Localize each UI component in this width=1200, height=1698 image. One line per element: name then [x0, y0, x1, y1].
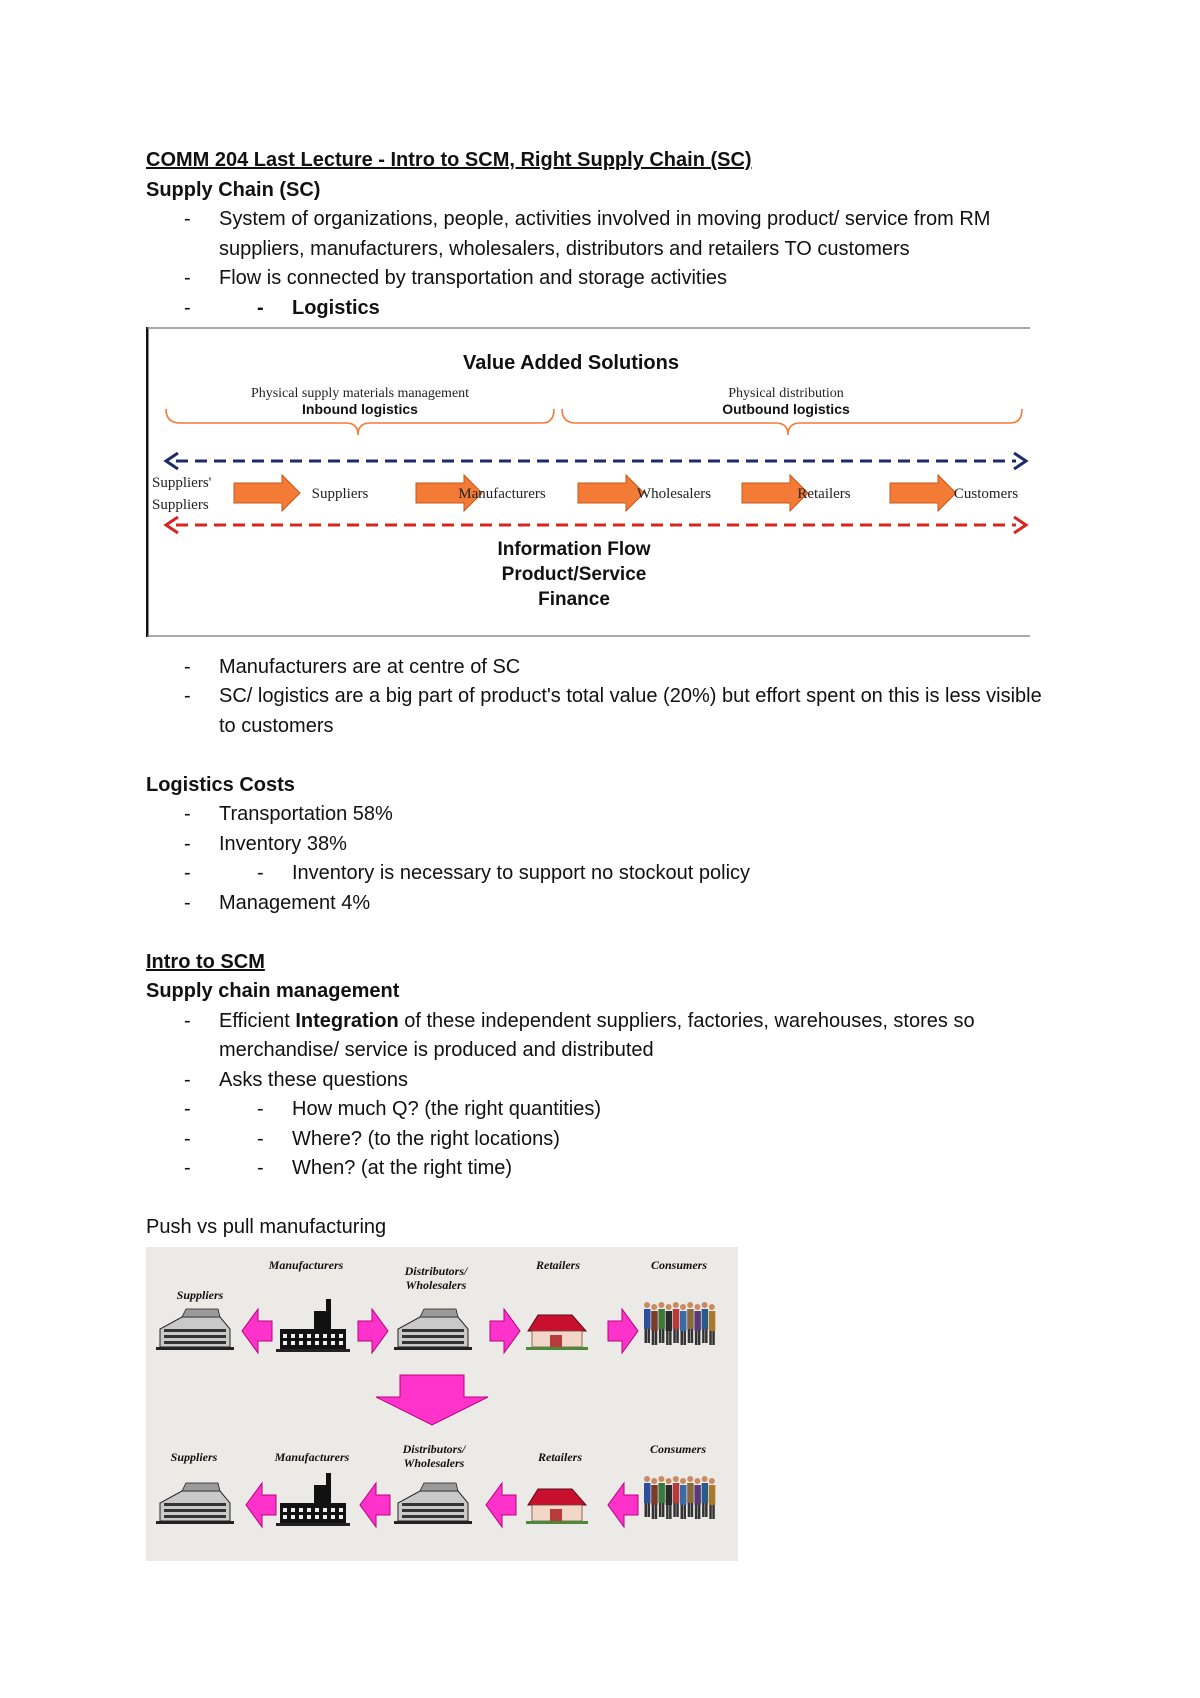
figure2-stage-label: Suppliers: [170, 1449, 218, 1464]
push-pull-figure: [146, 1247, 738, 1561]
question-text: Where? (to the right locations): [292, 1127, 560, 1150]
text-span: Efficient: [219, 1009, 296, 1032]
list-item: - Manufacturers are at centre of SC: [146, 653, 1046, 683]
list-item: - Inventory 38%: [146, 830, 1046, 860]
page-title: COMM 204 Last Lecture - Intro to SCM, Right Supply Chain (SC): [146, 149, 752, 171]
list-item: - Management 4%: [146, 889, 1046, 919]
question-text: How much Q? (the right quantities): [292, 1098, 602, 1120]
stage-flow-arrow: [578, 475, 644, 511]
source-label-line1: Suppliers': [152, 475, 212, 491]
figure2-stage-label: Distributors/: [402, 1441, 466, 1456]
figure2-stage-label: Suppliers: [176, 1287, 224, 1302]
stage-label: Manufacturers: [458, 486, 546, 502]
scm-bullet-list: [146, 1007, 1046, 1184]
inbound-caption: Physical supply materials management: [250, 386, 470, 401]
figure2-stage-label: Retailers: [536, 1257, 580, 1272]
inventory-sub-text: Inventory is necessary to support no stockout policy: [292, 862, 751, 884]
list-item: - Asks these questions: [146, 1066, 1046, 1096]
section-heading-intro-scm: Intro to SCM: [146, 950, 265, 973]
figure2-stage-label: Retailers: [538, 1449, 582, 1464]
costs-list: [146, 800, 1046, 918]
emphasis-integration: Integration: [295, 1009, 399, 1032]
stage-label: Retailers: [797, 486, 851, 502]
bullet-dash: - -: [257, 296, 264, 319]
list-item: - Transportation 58%: [146, 800, 1046, 830]
list-item-sub: [146, 1154, 1046, 1184]
list-item-sub: [146, 859, 1046, 889]
value-added-solutions-figure: [146, 327, 1030, 637]
stage-flow-arrow: [234, 475, 300, 511]
stage-flow-arrow: [890, 475, 956, 511]
flow-label-finance: Finance: [538, 589, 610, 610]
sc-bullet-list: [146, 205, 1046, 294]
section-heading-scm: Supply chain management: [146, 980, 400, 1002]
list-item: - System of organizations, people, activities involved in moving product/ service from RM suppliers, manufacturers, wholesalers, distributors and retailers TO customers: [146, 205, 1046, 264]
list-item-logistics: [146, 294, 1046, 324]
bullet-dash: - -: [257, 1098, 264, 1120]
figure2-stage-label: Manufacturers: [268, 1257, 344, 1272]
list-item-sub: [146, 1095, 1046, 1125]
bullet-dash: - -: [257, 862, 264, 884]
after-figure-bullet-list: [146, 653, 1046, 742]
source-label-line2: Suppliers: [152, 497, 209, 513]
stage-row: [234, 475, 1018, 511]
list-item: - Flow is connected by transportation and storage activities: [146, 264, 1046, 294]
document-body: [146, 146, 1046, 1570]
outbound-caption: Physical distribution: [728, 386, 844, 401]
question-text: When? (at the right time): [292, 1157, 513, 1179]
figure2-stage-label: Consumers: [649, 1441, 707, 1456]
figure-title: Value Added Solutions: [463, 352, 679, 374]
list-item-sub: [146, 1125, 1046, 1155]
logistics-sub-list: [146, 294, 1046, 324]
logistics-label: Logistics: [292, 296, 380, 319]
section-heading-logistics-costs: Logistics Costs: [146, 773, 295, 796]
figure2-stage-label: Manufacturers: [274, 1449, 350, 1464]
inbound-label: Inbound logistics: [302, 401, 418, 417]
stage-label: Customers: [953, 486, 1019, 502]
list-item: [146, 1007, 1046, 1066]
figure2-stage-label: Consumers: [650, 1257, 708, 1272]
push-pull-label: Push vs pull manufacturing: [146, 1216, 387, 1238]
bullet-dash: - -: [257, 1157, 264, 1179]
outbound-label: Outbound logistics: [722, 401, 850, 417]
stage-label: Suppliers: [311, 486, 369, 502]
figure2-stage-label: Distributors/: [404, 1263, 468, 1278]
list-item: - SC/ logistics are a big part of product's total value (20%) but effort spent on this is less visible to customers: [146, 682, 1046, 741]
section-heading-supply-chain: Supply Chain (SC): [146, 178, 321, 201]
bullet-dash: - -: [257, 1127, 264, 1150]
text-span: of these independent suppliers, factories, warehouses, stores so merchandise/ service is produced and distributed: [219, 1009, 975, 1061]
figure2-stage-label: Wholesalers: [405, 1277, 467, 1292]
stage-label: Wholesalers: [636, 486, 712, 502]
figure2-stage-label: Wholesalers: [403, 1455, 465, 1470]
flow-label-product-service: Product/Service: [501, 564, 647, 585]
flow-label-information: Information Flow: [497, 539, 651, 560]
